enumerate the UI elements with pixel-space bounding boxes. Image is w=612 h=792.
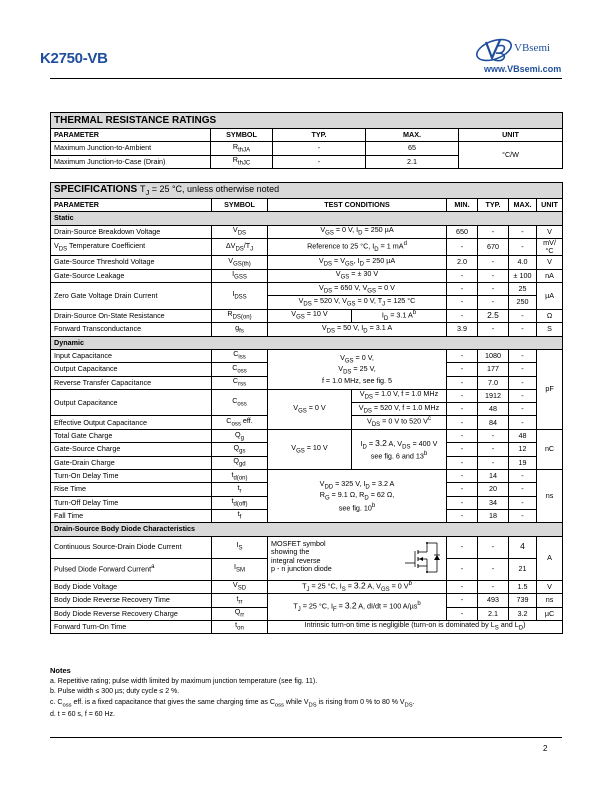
section-dynamic: Dynamic	[51, 336, 563, 349]
row-typ: -	[273, 142, 366, 155]
table-row: Body Diode Voltage $V_{SD}$ $T_J = 25$ °C, $I_S = 3.2$ A, $V_{GS} = 0$ $V^b$ - - 1.5 V	[51, 580, 563, 594]
website-url: www.VBsemi.com	[484, 64, 562, 74]
th-parameter: PARAMETER	[51, 199, 212, 212]
vbsemi-logo-icon	[472, 36, 516, 64]
table-row: Body Diode Reverse Recovery Time $t_{rr}$ $T_J = 25$ °C, $I_F = 3.2$ A, dI/dt = 100 A/µs$^b$ - 493 739 ns	[51, 594, 563, 607]
page-number: 2	[543, 744, 548, 753]
table-row: Forward Transconductance $g_{fs}$ $V_{DS} = 50$ V, $I_D = 3.1$ A 3.9 - - S	[51, 323, 563, 336]
row-unit: °C/W	[459, 142, 563, 169]
th-unit: UNIT	[459, 129, 563, 142]
table-row: Output Capacitance $C_{oss}$ - 177 -	[51, 363, 563, 376]
part-number: K2750-VB	[40, 50, 108, 67]
table-row: Gate-Source Charge $Q_{gs}$ - - 12	[51, 443, 563, 456]
table-row: Reverse Transfer Capacitance $C_{rss}$ - 7.0 -	[51, 376, 563, 389]
table-row: Fall Time $t_f$ - 18 -	[51, 509, 563, 522]
table-row: Forward Turn-On Time $t_{on}$ Intrinsic turn-on time is negligible (turn-on is dominated by $L_S$ and $L_D$)	[51, 620, 563, 633]
notes	[50, 666, 562, 721]
table-row: Output Capacitance $C_{oss}$ $V_{GS} = 0$ V $V_{DS} = 1.0$ V, f = 1.0 MHz - 1912 -	[51, 389, 563, 402]
table-row: Body Diode Reverse Recovery Charge $Q_{rr}$ - 2.1 3.2 µC	[51, 607, 563, 620]
mosfet-symbol-cell: MOSFET symbol showing the integral reverse p - n junction diode	[268, 536, 447, 580]
th-unit: UNIT	[537, 199, 563, 212]
footer-rule	[50, 737, 562, 738]
table-row: Turn-Off Delay Time $t_{d(off)}$ - 34 -	[51, 496, 563, 509]
th-max: MAX.	[509, 199, 537, 212]
th-symbol: SYMBOL	[211, 129, 273, 142]
vbsemi-logo	[472, 36, 572, 76]
table-row: Gate-Source Threshold Voltage $V_{GS(th)}$ $V_{DS} = V_{GS}$, $I_D = 250$ µA 2.0 - 4.0 V	[51, 256, 563, 269]
section-static: Static	[51, 212, 563, 225]
note-c: c. $C_{oss}$ eff. is a fixed capacitance that gives the same charging time as $C_{oss}$ while $V_{DS}$ is rising from 0 % to 80 % $V_{DS}$.	[50, 698, 415, 708]
spec-table	[50, 182, 563, 634]
th-min: MIN.	[447, 199, 478, 212]
row-symbol: $R_{thJC}$	[211, 155, 273, 168]
note-d: d. t = 60 s, f = 60 Hz.	[50, 711, 115, 719]
table-row: $V_{DS} = 520$ V, f = 1.0 MHz - 48 -	[51, 403, 563, 416]
row-max: 2.1	[366, 155, 459, 168]
row-typ: -	[273, 155, 366, 168]
notes-title: Notes	[50, 666, 71, 675]
table-row	[51, 142, 563, 155]
table-row: Continuous Source-Drain Diode Current $I_S$ MOSFET symbol showing the integral reverse p - n junction diode - - 4 A	[51, 536, 563, 558]
th-max: MAX.	[366, 129, 459, 142]
th-parameter: PARAMETER	[51, 129, 211, 142]
table-row: $V_{DS}$ Temperature Coefficient $\Delta V_{DS}/T_J$ Reference to 25 °C, $I_D = 1$ $mA^d$ - 670 - mV/°C	[51, 238, 563, 256]
table-row: Gate-Drain Charge $Q_{gd}$ - - 19	[51, 456, 563, 469]
th-symbol: SYMBOL	[212, 199, 268, 212]
table-row: Zero Gate Voltage Drain Current $I_{DSS}$ $V_{DS} = 650$ V, $V_{GS} = 0$ V - - 25 µA	[51, 283, 563, 296]
row-param: Maximum Junction-to-Case (Drain)	[51, 155, 211, 168]
header-rule	[50, 78, 562, 79]
table-row: Drain-Source On-State Resistance $R_{DS(on)}$ $V_{GS} = 10$ V $I_D = 3.1$ $A^b$ - 2.5 - Ω	[51, 309, 563, 323]
table-row: Turn-On Delay Time $t_{d(on)}$ $V_{DD} = 325$ V, $I_D = 3.2$ A $R_G = 9.1$ Ω, $R_D = 62$ Ω, see fig. 10$^b$ - 14 - ns	[51, 470, 563, 483]
brand-name: VBsemi	[514, 42, 551, 54]
table-row: Input Capacitance $C_{iss}$ $V_{GS} = 0$ V, $V_{DS} = 25$ V, f = 1.0 MHz, see fig. 5 - 1080 - pF	[51, 349, 563, 362]
row-max: 65	[366, 142, 459, 155]
table-row: Pulsed Diode Forward Current$^a$ $I_{SM}$ - - 21	[51, 558, 563, 580]
th-test-conditions: TEST CONDITIONS	[268, 199, 447, 212]
note-b: b. Pulse width ≤ 300 µs; duty cycle ≤ 2 %.	[50, 688, 180, 695]
table-row: $V_{DS} = 520$ V, $V_{GS} = 0$ V, $T_J = 125$ °C - - 250	[51, 296, 563, 309]
note-a: a. Repetitive rating; pulse width limited by maximum junction temperature (see fig. 11).	[50, 677, 318, 685]
th-typ: TYP.	[478, 199, 509, 212]
table-row: Total Gate Charge $Q_g$ $V_{GS} = 10$ V $I_D = 3.2$ A, $V_{DS} = 400$ V see fig. 6 and 13$^b$ - - 48 nC	[51, 430, 563, 443]
table-row: Drain-Source Breakdown Voltage $V_{DS}$ $V_{GS} = 0$ V, $I_D = 250$ µA 650 - - V	[51, 225, 563, 238]
table-row: Rise Time $t_r$ - 20 -	[51, 483, 563, 496]
table-row: Gate-Source Leakage $I_{GSS}$ $V_{GS}$ = ± 30 V - - ± 100 nA	[51, 269, 563, 282]
th-typ: TYP.	[273, 129, 366, 142]
table-row: Effective Output Capacitance $C_{oss}$ eff. $V_{DS} = 0$ V to 520 $V^c$ - 84 -	[51, 416, 563, 430]
row-param: Maximum Junction-to-Ambient	[51, 142, 211, 155]
mosfet-symbol-icon	[403, 539, 443, 575]
thermal-table	[50, 112, 563, 169]
spec-title: SPECIFICATIONS $T_J = 25$ °C, unless otherwise noted	[51, 183, 563, 199]
row-symbol: $R_{thJA}$	[211, 142, 273, 155]
thermal-title: THERMAL RESISTANCE RATINGS	[51, 113, 563, 129]
section-diode: Drain-Source Body Diode Characteristics	[51, 523, 563, 536]
